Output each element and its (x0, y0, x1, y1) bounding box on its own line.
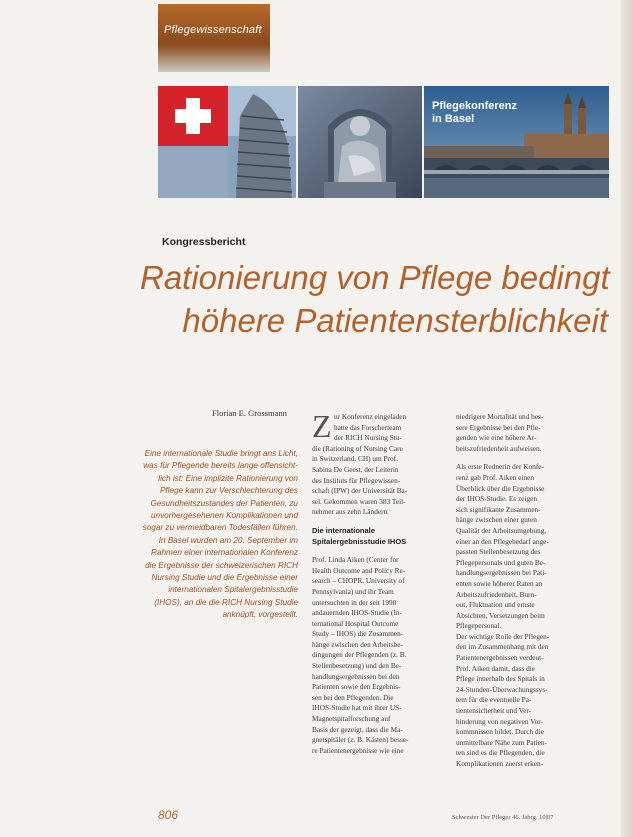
text-line: Gesundheitszustandes der Patienten, zu (150, 498, 298, 508)
text-line: Als erste Rednerin der Konfe- (456, 462, 544, 472)
text-line: sen bei den Pflegenden. Die (312, 692, 394, 702)
text-line: search – CHOPR, University of (312, 576, 405, 586)
text-line: in Switzerland, CH) um Prof. (312, 454, 398, 464)
text-line: Health Outcome and Policy Re- (312, 565, 406, 575)
text-line: re Patientenergebnisse wie eine (312, 745, 404, 755)
text-column-1 (312, 408, 448, 756)
text-line: Pennsylvania) und ihr Team (312, 586, 394, 596)
page-edge (621, 0, 633, 837)
photo-swiss-flag-building (158, 86, 296, 198)
text-line: Rahmen einer internationalen Konferenz (150, 548, 298, 558)
text-line: renz gab Prof. Aiken einen (456, 472, 535, 482)
text-line: anknüpft, vorgestellt. (222, 610, 298, 620)
text-line: unvorhergesehenen Komplikationen und (150, 511, 298, 521)
text-line: des Instituts für Pflegewissen- (312, 475, 401, 485)
text-line: sel. Gekommen waren 383 Teil- (312, 496, 406, 506)
text-line: ten sind es die Pflegenden, die (456, 748, 545, 758)
photo-caption-line: in Basel (432, 113, 475, 125)
text-line: Pflegepersonal. (456, 621, 502, 631)
text-line: 24-Stunden-Überwachungssys- (456, 684, 548, 694)
text-line: einer an den Pflegebedarf ange- (456, 536, 549, 546)
text-line: tem für die eventuelle Pa- (456, 695, 532, 705)
text-line: out, Fluktuation und ernste (456, 600, 535, 610)
text-line: ur Konferenz eingeladen (334, 412, 407, 421)
text-line: internationalen Spitalergebnisstudie (168, 585, 298, 595)
text-line: den im Zusammenhang mit den (456, 642, 549, 652)
text-line: unmittelbare Nähe zum Patien- (456, 737, 547, 747)
paragraph-gap (456, 454, 592, 462)
text-line: sere Ergebnisse bei den Pfle- (456, 422, 541, 432)
photo-sculpture (298, 86, 422, 198)
text-line: Arbeitszufriedenheit, Burn- (456, 589, 537, 599)
text-line: genden wie eine höhere Ar- (456, 433, 537, 443)
text-line: Qualität der Arbeitsumgebung, (456, 525, 547, 535)
section-banner (158, 4, 270, 72)
text-line: andauernden IHOS-Studie (In- (312, 608, 402, 618)
text-line: Spitalergebnisstudie IHOS (312, 536, 407, 546)
text-line: hänge zwischen einer guten (456, 515, 537, 525)
text-line: Die internationale (312, 525, 375, 535)
text-line: handlungsergebnissen bei den (312, 671, 400, 681)
author-name: Florian E. Grossmann (212, 408, 287, 418)
text-line: Patientenergebnissen verdeut- (456, 653, 544, 663)
text-line: Stellenbesetzung) und den Be- (312, 661, 402, 671)
text-line: Überblick über die Ergebnisse (456, 483, 545, 493)
text-column-2 (456, 412, 592, 770)
text-line: Nursing Studie und die Ergebnisse einer (151, 573, 298, 583)
text-line: was für Pflegende bereits lange offensicht- (143, 461, 298, 471)
text-line: Pflege kann zur Verschlechterung des (159, 486, 298, 496)
text-line: beitszufriedenheit aufweisen. (456, 443, 542, 453)
text-line: die Ergebnisse der schweizerischen RICH (145, 560, 298, 570)
text-line: Pflege innerhalb des Spitals in (456, 674, 545, 684)
kicker: Kongressbericht (162, 236, 246, 248)
photo-caption (432, 100, 517, 126)
text-line: Eine internationale Studie bringt ans Licht, (144, 449, 298, 458)
text-line: passten Stellenbesetzung des (456, 547, 541, 557)
text-line: der RICH Nursing Stu- (334, 433, 402, 443)
article-title (140, 256, 608, 342)
text-line: sich signifikante Zusammen- (456, 504, 541, 514)
footer-reference: Schwester Der Pfleger 46. Jahrg. 10|07 (452, 814, 554, 821)
text-line: hatte das Forscherteam (334, 422, 402, 432)
text-line: Absichten, Versetzungen beim (456, 610, 545, 620)
text-line: Prof. Aiken damit, dass die (456, 663, 536, 673)
text-line: untersuchten in der seit 1998 (312, 597, 397, 607)
text-line: hinderung von negativen Vor- (456, 716, 543, 726)
text-line: (IHOS), an die die RICH Nursing Studie (154, 597, 298, 607)
dropcap: Z (312, 408, 332, 444)
text-line: die (Rationing of Nursing Care (312, 443, 403, 453)
text-line: dingungen der Pflegenden (z. B. (312, 650, 407, 660)
text-line: Basis der gezeigt, dass die Ma- (312, 724, 403, 734)
text-line: IHOS-Studie hat mit ihrer US- (312, 703, 402, 713)
text-line: Patienten sowie den Ergebnis- (312, 682, 401, 692)
title-line: Rationierung von Pflege bedingt (140, 259, 610, 296)
text-line: der IHOS-Studie. Es zeigen (456, 494, 538, 504)
text-line: Prof. Linda Aiken (Center for (312, 555, 399, 565)
text-line: niedrigere Mortalität und bes- (456, 412, 544, 421)
text-line: enten sowie höherer Raten an (456, 578, 543, 588)
text-line: Der wichtige Rolle der Pflegen- (456, 631, 550, 641)
text-line: lich ist: Eine implizite Rationierung von (158, 473, 298, 483)
section-label: Pflegewissenschaft (164, 24, 262, 36)
paragraph-gap (312, 518, 448, 526)
text-line: Magnetspitalforschung auf (312, 714, 391, 724)
lead-paragraph (110, 448, 298, 622)
text-line: handlungsergebnissen bei Pati- (456, 568, 547, 578)
text-line: gnetspitäler (z. B. Kästen) besse- (312, 735, 409, 745)
text-line: schaft (IPW) der Universität Ba- (312, 486, 408, 496)
text-line: Komplikationen zuerst erken- (456, 759, 544, 768)
text-line: kommnissen bildet. Durch die (456, 727, 544, 737)
text-line: sogar zu vermeidbaren Todesfällen führen. (142, 523, 298, 533)
text-line: nehmer aus zehn Ländern. (312, 507, 389, 517)
text-line: In Basel wurden am 20. September im (158, 535, 298, 545)
text-line: ternational Hospital Outcome (312, 618, 399, 628)
text-line: hänge zwischen den Arbeitsbe- (312, 639, 403, 649)
paragraph-gap (312, 547, 448, 555)
text-line: Pflegepersonals und guten Be- (456, 557, 546, 567)
text-line: Sabina De Geest, der Leiterin (312, 464, 399, 474)
text-line: tientensicherheit und Ver- (456, 706, 532, 716)
page-number: 806 (158, 808, 179, 822)
title-line: höhere Patientensterblichkeit (182, 302, 608, 339)
text-line: Study – IHOS) die Zusammen- (312, 629, 404, 639)
photo-caption-line: Pflegekonferenz (432, 100, 517, 112)
